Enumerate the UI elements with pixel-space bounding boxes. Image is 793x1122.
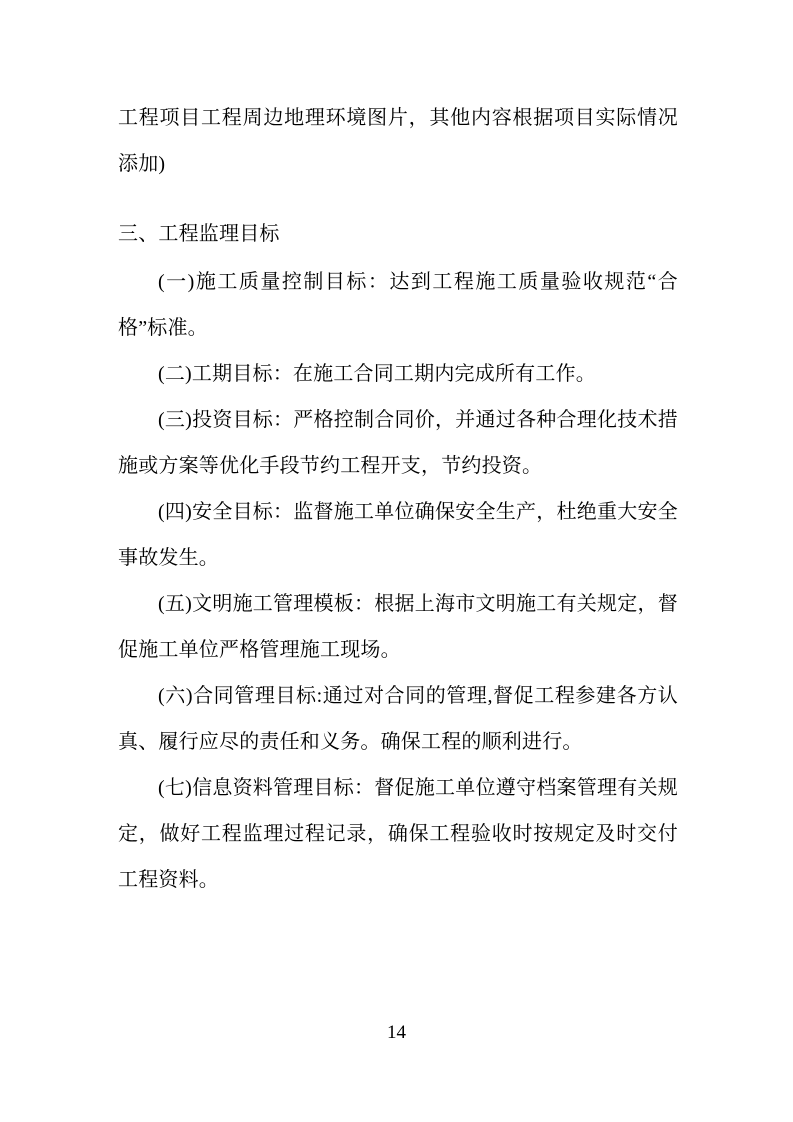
paragraph-item-3: (三)投资目标：严格控制合同价，并通过各种合理化技术措施或方案等优化手段节约工程开支，节约投资。 bbox=[118, 409, 678, 477]
document-body bbox=[118, 95, 678, 903]
paragraph-item-4: (四)安全目标：监督施工单位确保安全生产，杜绝重大安全事故发生。 bbox=[118, 501, 678, 569]
paragraph-item-2: (二)工期目标：在施工合同工期内完成所有工作。 bbox=[158, 363, 596, 385]
section-heading: 三、工程监理目标 bbox=[118, 223, 280, 245]
paragraph-item-7: (七)信息资料管理目标：督促施工单位遵守档案管理有关规定，做好工程监理过程记录，确保工程验收时按规定及时交付工程资料。 bbox=[118, 777, 678, 891]
paragraph-continuation: 工程项目工程周边地理环境图片，其他内容根据项目实际情况添加) bbox=[118, 107, 678, 175]
paragraph-item-5: (五)文明施工管理模板：根据上海市文明施工有关规定，督促施工单位严格管理施工现场。 bbox=[118, 593, 678, 661]
page-number: 14 bbox=[387, 1022, 406, 1043]
paragraph-item-6: (六)合同管理目标:通过对合同的管理,督促工程参建各方认真、履行应尽的责任和义务。确保工程的顺利进行。 bbox=[118, 685, 678, 753]
paragraph-item-1: (一)施工质量控制目标：达到工程施工质量验收规范“合格”标准。 bbox=[118, 271, 678, 339]
